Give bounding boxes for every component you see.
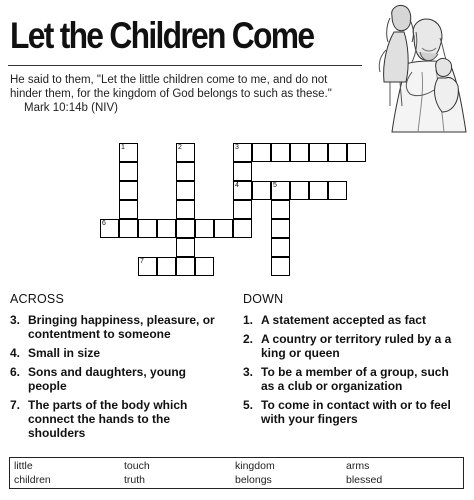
clue-number: 6 bbox=[102, 220, 106, 227]
crossword-cell[interactable] bbox=[233, 181, 252, 200]
crossword-cell[interactable] bbox=[176, 200, 195, 219]
crossword-cell[interactable] bbox=[214, 219, 233, 238]
crossword-cell[interactable] bbox=[157, 219, 176, 238]
clue-item bbox=[10, 313, 225, 341]
crossword-cell[interactable] bbox=[233, 219, 252, 238]
word-bank-item: belongs bbox=[235, 474, 272, 486]
clue-number: 1 bbox=[121, 144, 125, 151]
crossword-cell[interactable] bbox=[309, 143, 328, 162]
jesus-with-children-illustration bbox=[362, 2, 472, 134]
clue-number: 7 bbox=[140, 258, 144, 265]
crossword-cell[interactable] bbox=[176, 257, 195, 276]
word-bank-item: little bbox=[14, 460, 33, 472]
across-heading: ACROSS bbox=[10, 292, 64, 306]
clue-text: To come in contact with or to feel with your fingers bbox=[261, 398, 451, 426]
clue-item bbox=[243, 332, 465, 360]
crossword-cell[interactable] bbox=[252, 181, 271, 200]
clue-item bbox=[243, 365, 465, 393]
clue-num: 5. bbox=[243, 398, 254, 412]
crossword-cell[interactable] bbox=[233, 200, 252, 219]
crossword-cell[interactable] bbox=[138, 219, 157, 238]
clue-item bbox=[243, 313, 465, 327]
crossword-cell[interactable] bbox=[176, 162, 195, 181]
crossword-cell[interactable] bbox=[328, 143, 347, 162]
bible-verse bbox=[10, 73, 362, 115]
verse-text: He said to them, "Let the little children come to me, and do not hinder them, for the kingdom of God belongs to such as these." bbox=[10, 74, 332, 100]
word-bank-item: children bbox=[14, 474, 51, 486]
crossword-cell[interactable] bbox=[290, 143, 309, 162]
clue-text: The parts of the body which connect the hands to the shoulders bbox=[28, 398, 188, 440]
crossword-cell[interactable] bbox=[309, 181, 328, 200]
clue-item bbox=[10, 398, 225, 440]
page-title: Let the Children Come bbox=[10, 15, 314, 56]
crossword-cell[interactable] bbox=[100, 219, 119, 238]
crossword-cell[interactable] bbox=[119, 181, 138, 200]
crossword-cell[interactable] bbox=[233, 162, 252, 181]
crossword-cell[interactable] bbox=[119, 143, 138, 162]
crossword-cell[interactable] bbox=[119, 162, 138, 181]
clue-text: A country or territory ruled by a a king or queen bbox=[261, 332, 452, 360]
clue-num: 7. bbox=[10, 398, 21, 412]
clue-text: Sons and daughters, young people bbox=[28, 365, 187, 393]
clue-text: A statement accepted as fact bbox=[261, 313, 426, 327]
down-heading: DOWN bbox=[243, 292, 284, 306]
clue-text: Bringing happiness, pleasure, or contentment to someone bbox=[28, 313, 215, 341]
clue-num: 3. bbox=[243, 365, 254, 379]
crossword-cell[interactable] bbox=[119, 219, 138, 238]
crossword-cell[interactable] bbox=[176, 238, 195, 257]
clue-item bbox=[243, 398, 465, 426]
crossword-cell[interactable] bbox=[233, 143, 252, 162]
word-bank-item: arms bbox=[346, 460, 370, 472]
verse-reference: Mark 10:14b (NIV) bbox=[24, 102, 118, 114]
crossword-cell[interactable] bbox=[138, 257, 157, 276]
crossword-cell[interactable] bbox=[271, 219, 290, 238]
word-bank bbox=[9, 457, 464, 489]
clue-item bbox=[10, 365, 225, 393]
clue-num: 2. bbox=[243, 332, 254, 346]
crossword-cell[interactable] bbox=[195, 219, 214, 238]
crossword-cell[interactable] bbox=[290, 181, 309, 200]
clue-number: 2 bbox=[178, 144, 182, 151]
clue-number: 3 bbox=[235, 144, 239, 151]
clue-num: 4. bbox=[10, 346, 21, 360]
crossword-cell[interactable] bbox=[271, 143, 290, 162]
crossword-cell[interactable] bbox=[271, 257, 290, 276]
title-divider bbox=[8, 65, 362, 66]
crossword-cell[interactable] bbox=[176, 143, 195, 162]
crossword-cell[interactable] bbox=[252, 143, 271, 162]
word-bank-item: kingdom bbox=[235, 460, 275, 472]
crossword-cell[interactable] bbox=[157, 257, 176, 276]
clue-text: Small in size bbox=[28, 346, 101, 360]
crossword-cell[interactable] bbox=[271, 181, 290, 200]
word-bank-item: blessed bbox=[346, 474, 383, 486]
clue-number: 5 bbox=[273, 182, 277, 189]
clue-item bbox=[10, 346, 225, 360]
crossword-cell[interactable] bbox=[195, 257, 214, 276]
clue-text: To be a member of a group, such as a club or organization bbox=[261, 365, 449, 393]
across-clue-list bbox=[10, 313, 225, 445]
clue-num: 1. bbox=[243, 313, 254, 327]
crossword-cell[interactable] bbox=[176, 219, 195, 238]
clue-number: 4 bbox=[235, 182, 239, 189]
clue-num: 3. bbox=[10, 313, 21, 327]
down-clue-list bbox=[243, 313, 465, 431]
clue-num: 6. bbox=[10, 365, 21, 379]
crossword-cell[interactable] bbox=[347, 143, 366, 162]
crossword-cell[interactable] bbox=[328, 181, 347, 200]
crossword-cell[interactable] bbox=[271, 200, 290, 219]
word-bank-item: touch bbox=[124, 460, 150, 472]
crossword-cell[interactable] bbox=[119, 200, 138, 219]
word-bank-item: truth bbox=[124, 474, 146, 486]
crossword-cell[interactable] bbox=[176, 181, 195, 200]
crossword-cell[interactable] bbox=[271, 238, 290, 257]
